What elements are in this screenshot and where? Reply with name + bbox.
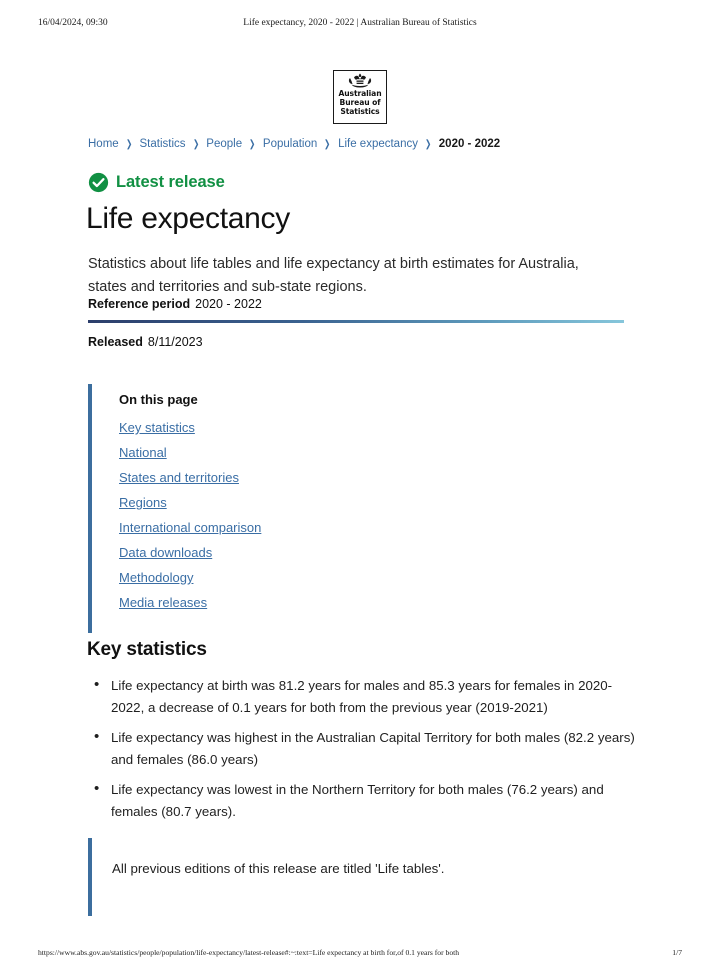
on-this-page-link-methodology[interactable]: Methodology — [119, 570, 194, 585]
key-statistic-bullet: • Life expectancy was lowest in the Northern Territory for both males (76.2 years) and females (80.7 years). — [90, 779, 635, 822]
key-statistic-bullet: • Life expectancy at birth was 81.2 years for males and 85.3 years for females in 2020-2022, a decrease of 0.1 years for both from the previous year (2019-2021) — [90, 675, 635, 718]
list-item — [119, 444, 388, 462]
print-header-date: 16/04/2024, 09:30 — [38, 18, 108, 28]
reference-period-value: 2020 - 2022 — [195, 297, 262, 311]
page-description: Statistics about life tables and life expectancy at birth estimates for Australia, states and territories and sub-state regions. — [88, 255, 579, 295]
chevron-right-icon: ❯ — [125, 139, 133, 150]
on-this-page-link-data-downloads[interactable]: Data downloads — [119, 545, 213, 560]
abs-logo-line-3: Statistics — [340, 107, 380, 117]
commonwealth-coat-of-arms-icon — [347, 73, 373, 88]
released-row — [88, 335, 203, 349]
list-item — [119, 469, 388, 487]
list-item — [119, 494, 388, 512]
reference-period-row — [88, 297, 262, 311]
breadcrumb-item-people[interactable]: People — [206, 138, 243, 150]
print-footer-url: https://www.abs.gov.au/statistics/people/population/life-expectancy/latest-release#:~:text=Life expectancy at birth for,of 0.1 years for both — [38, 948, 460, 957]
abs-logo-text — [338, 89, 381, 117]
chevron-right-icon: ❯ — [324, 139, 331, 150]
print-header — [0, 18, 720, 34]
site-logo[interactable] — [0, 70, 720, 124]
breadcrumb-item-life-expectancy[interactable]: Life expectancy — [338, 138, 418, 150]
released-label: Released — [88, 335, 143, 349]
status-badge — [88, 172, 225, 193]
list-item — [119, 419, 388, 437]
breadcrumb-item-current: 2020 - 2022 — [438, 138, 501, 150]
on-this-page-title: On this page — [119, 392, 198, 407]
chevron-right-icon: ❯ — [249, 139, 256, 150]
breadcrumb-item-home[interactable]: Home — [88, 138, 119, 150]
key-statistics-heading: Key statistics — [87, 639, 207, 660]
on-this-page-link-states-and-territories[interactable]: States and territories — [119, 470, 239, 485]
breadcrumb-item-population[interactable]: Population — [262, 138, 318, 150]
chevron-right-icon: ❯ — [425, 139, 432, 150]
chevron-right-icon: ❯ — [192, 139, 200, 150]
list-item — [119, 519, 388, 537]
abs-logo-line-1: Australian — [338, 89, 382, 98]
breadcrumb — [88, 136, 500, 153]
abs-logo-box[interactable] — [333, 70, 387, 124]
on-this-page-link-media-releases[interactable]: Media releases — [119, 595, 208, 610]
list-item — [119, 594, 388, 612]
breadcrumb-item-statistics[interactable]: Statistics — [139, 138, 186, 150]
abs-logo-line-2: Bureau of — [339, 98, 381, 108]
reference-period-label: Reference period — [88, 297, 191, 311]
key-statistic-bullet: • Life expectancy was highest in the Australian Capital Territory for both males (82.2 years) and females (86.0 years) — [90, 727, 635, 770]
on-this-page-list — [114, 419, 388, 612]
page-title: Life expectancy — [86, 202, 290, 235]
list-item — [119, 544, 388, 562]
on-this-page-box — [88, 384, 388, 633]
on-this-page-link-key-statistics[interactable]: Key statistics — [119, 420, 195, 435]
list-item — [119, 569, 388, 587]
check-circle-icon — [88, 172, 109, 193]
callout-box — [88, 838, 628, 916]
status-badge-label: Latest release — [116, 173, 225, 191]
gradient-divider — [88, 320, 624, 323]
callout-text: All previous editions of this release are titled 'Life tables'. — [112, 861, 445, 876]
on-this-page-link-national[interactable]: National — [119, 445, 167, 460]
print-footer — [0, 948, 720, 962]
on-this-page-link-international-comparison[interactable]: International comparison — [119, 520, 262, 535]
print-header-title: Life expectancy, 2020 - 2022 | Australian Bureau of Statistics — [243, 18, 477, 28]
released-value: 8/11/2023 — [147, 335, 203, 349]
on-this-page-link-regions[interactable]: Regions — [119, 495, 167, 510]
key-statistics-list — [90, 675, 635, 831]
print-footer-page-number: 1/7 — [672, 948, 682, 957]
